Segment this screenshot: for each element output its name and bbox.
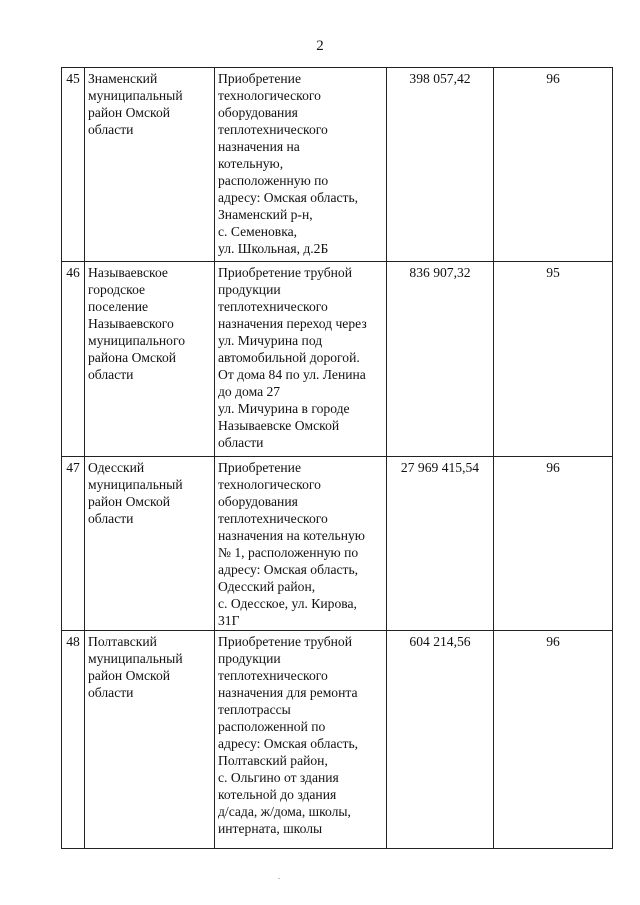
municipality-line: области	[88, 685, 134, 700]
description-line: котельную,	[218, 156, 284, 171]
description-line: адресу: Омская область,	[218, 562, 359, 577]
municipality-line: муниципальный	[88, 88, 183, 103]
municipality-line: муниципальный	[88, 477, 183, 492]
municipality-line: Называевское	[88, 265, 168, 280]
amount-text: 604 214,56	[409, 634, 471, 649]
score-cell	[494, 262, 613, 457]
municipality-line: Знаменский	[88, 71, 158, 86]
description-line: д/сада, ж/дома, школы,	[218, 804, 351, 819]
municipality-line: муниципального	[88, 333, 186, 348]
description-line: Приобретение	[218, 71, 301, 86]
municipality-line: муниципальный	[88, 651, 183, 666]
municipality-line: области	[88, 122, 134, 137]
description-line: ул. Мичурина в городе	[218, 401, 350, 416]
description-line: назначения для ремонта	[218, 685, 358, 700]
table-row	[62, 631, 613, 849]
amount-cell	[387, 262, 494, 457]
description-line: Одесский район,	[218, 579, 316, 594]
description-line: теплотехнического	[218, 668, 328, 683]
description-line: оборудования	[218, 105, 298, 120]
table-row	[62, 68, 613, 262]
row-number	[62, 631, 85, 849]
description-line: с. Семеновка,	[218, 224, 298, 239]
description-line: автомобильной дорогой.	[218, 350, 360, 365]
description-line: с. Одесское, ул. Кирова,	[218, 596, 357, 611]
description-line: назначения на котельную	[218, 528, 365, 543]
municipality-line: поселение	[88, 299, 149, 314]
score-cell	[494, 68, 613, 262]
description-line: оборудования	[218, 494, 298, 509]
score-text: 96	[546, 634, 560, 649]
description-line: Называевске Омской	[218, 418, 340, 433]
description-line: Знаменский р-н,	[218, 207, 313, 222]
description-cell	[215, 457, 387, 631]
description-line: с. Ольгино от здания	[218, 770, 339, 785]
description-line: до дома 27	[218, 384, 281, 399]
municipality-line: район Омской	[88, 668, 171, 683]
municipality-line: район Омской	[88, 105, 171, 120]
score-text: 96	[546, 71, 560, 86]
description-line: интерната, школы	[218, 821, 323, 836]
amount-cell	[387, 631, 494, 849]
description-line: теплотехнического	[218, 299, 328, 314]
funding-table	[61, 67, 613, 849]
municipality-line: городское	[88, 282, 146, 297]
municipality-line: Одесский	[88, 460, 145, 475]
description-line: теплотехнического	[218, 122, 328, 137]
amount-cell	[387, 457, 494, 631]
description-line: ул. Школьная, д.2Б	[218, 241, 329, 256]
description-cell	[215, 631, 387, 849]
municipality-line: области	[88, 511, 134, 526]
description-line: области	[218, 435, 264, 450]
score-cell	[494, 631, 613, 849]
amount-text: 27 969 415,54	[400, 460, 480, 475]
description-line: От дома 84 по ул. Ленина	[218, 367, 366, 382]
description-line: адресу: Омская область,	[218, 736, 359, 751]
amount-text: 836 907,32	[409, 265, 471, 280]
description-line: Приобретение трубной	[218, 634, 352, 649]
score-text: 95	[546, 265, 560, 280]
municipality-line: области	[88, 367, 134, 382]
municipality-cell	[85, 457, 215, 631]
description-line: ул. Мичурина под	[218, 333, 323, 348]
description-line: котельной до здания	[218, 787, 337, 802]
description-line: продукции	[218, 651, 281, 666]
row-number	[62, 262, 85, 457]
description-cell	[215, 262, 387, 457]
municipality-line: Полтавский	[88, 634, 157, 649]
description-cell	[215, 68, 387, 262]
score-text: 96	[546, 460, 560, 475]
page-number: 2	[316, 38, 324, 54]
row-number-text: 45	[66, 71, 80, 86]
row-number-text: 47	[66, 460, 80, 475]
description-line: расположенной по	[218, 719, 326, 734]
score-cell	[494, 457, 613, 631]
description-line: Приобретение трубной	[218, 265, 352, 280]
municipality-cell	[85, 262, 215, 457]
description-line: теплотрассы	[218, 702, 291, 717]
description-line: технологического	[218, 477, 321, 492]
description-line: адресу: Омская область,	[218, 190, 359, 205]
municipality-line: район Омской	[88, 494, 171, 509]
municipality-cell	[85, 631, 215, 849]
row-number-text: 46	[66, 265, 80, 280]
municipality-cell	[85, 68, 215, 262]
description-line: Приобретение	[218, 460, 301, 475]
scan-speck	[278, 878, 280, 879]
table-row	[62, 457, 613, 631]
municipality-line: района Омской	[88, 350, 177, 365]
description-line: технологического	[218, 88, 321, 103]
description-line: Полтавский район,	[218, 753, 328, 768]
description-line: № 1, расположенную по	[218, 545, 359, 560]
description-line: 31Г	[218, 613, 240, 628]
row-number	[62, 68, 85, 262]
description-line: расположенную по	[218, 173, 329, 188]
municipality-line: Называевского	[88, 316, 174, 331]
table-row	[62, 262, 613, 457]
description-line: теплотехнического	[218, 511, 328, 526]
amount-cell	[387, 68, 494, 262]
row-number	[62, 457, 85, 631]
amount-text: 398 057,42	[409, 71, 471, 86]
description-line: назначения на	[218, 139, 300, 154]
row-number-text: 48	[66, 634, 80, 649]
description-line: продукции	[218, 282, 281, 297]
description-line: назначения переход через	[218, 316, 367, 331]
